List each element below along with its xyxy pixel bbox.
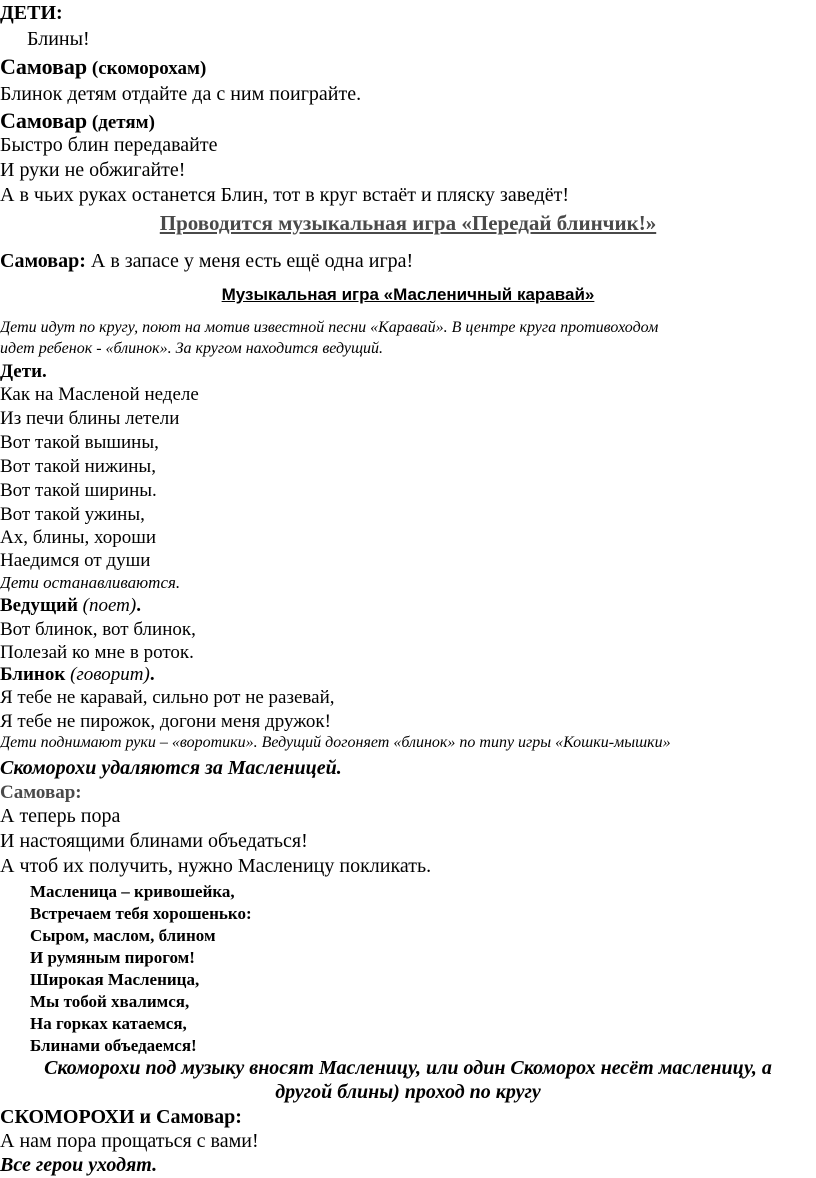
section-heading: Проводится музыкальная игра «Передай блинчик!» bbox=[159, 211, 657, 235]
speaker-name: Ведущий bbox=[0, 595, 78, 616]
verse-line: Вот такой ужины, bbox=[0, 504, 145, 525]
verse-line: Я тебе не пирожок, догони меня дружок! bbox=[0, 711, 331, 732]
stage-direction: Все герои уходят. bbox=[0, 1154, 158, 1176]
chant-line: Масленица – кривошейка, bbox=[30, 882, 235, 901]
verse-line: Полезай ко мне в роток. bbox=[0, 642, 194, 663]
speaker-samovar-heading bbox=[0, 108, 155, 134]
speaker-text: А в запасе у меня есть ещё одна игра! bbox=[85, 250, 414, 272]
verse-line: Наедимся от души bbox=[0, 550, 151, 571]
verse-line: Быстро блин передавайте bbox=[0, 134, 218, 156]
stage-direction: Скоморохи удаляются за Масленицей. bbox=[0, 757, 342, 779]
chant-line: Сыром, маслом, блином bbox=[30, 926, 216, 945]
chant-line: И румяным пирогом! bbox=[30, 948, 195, 967]
verse-line: Вот блинок, вот блинок, bbox=[0, 619, 196, 640]
punctuation: . bbox=[149, 664, 155, 685]
stage-direction: (детям) bbox=[87, 112, 155, 133]
speaker-line bbox=[0, 595, 141, 617]
stage-direction: Скоморохи под музыку вносят Масленицу, или один Скоморох несёт масленицу, а bbox=[44, 1057, 772, 1079]
verse-line: Вот такой ширины. bbox=[0, 480, 157, 501]
verse-line: Ах, блины, хороши bbox=[0, 527, 157, 548]
verse-line: И руки не обжигайте! bbox=[0, 159, 186, 181]
children-line: Блины! bbox=[27, 28, 90, 50]
verse-line: Вот такой нижины, bbox=[0, 456, 156, 477]
verse-line: А нам пора прощаться с вами! bbox=[0, 1130, 259, 1152]
chant-line: Мы тобой хвалимся, bbox=[30, 992, 190, 1011]
speaker-children: ДЕТИ: bbox=[0, 2, 63, 24]
instruction-line: Дети идут по кругу, поют на мотив известной песни «Каравай». В центре круга противоходом bbox=[0, 319, 659, 336]
game-title: Музыкальная игра «Масленичный каравай» bbox=[221, 285, 595, 304]
chant-line: Широкая Масленица, bbox=[30, 970, 200, 989]
speaker-name: Дети. bbox=[0, 361, 47, 382]
stage-direction: (поет) bbox=[77, 595, 137, 616]
speaker-name: Самовар: bbox=[0, 782, 82, 803]
chant-line: Встречаем тебя хорошенько: bbox=[30, 904, 252, 923]
punctuation: . bbox=[136, 595, 141, 616]
instruction-line: идет ребенок - «блинок». За кругом находится ведущий. bbox=[0, 340, 384, 357]
verse-line: А в чьих руках останется Блин, тот в круг встаёт и пляску заведёт! bbox=[0, 184, 570, 206]
stage-direction: Дети поднимают руки – «воротики». Ведущий догоняет «блинок» по типу игры «Кошки-мышки» bbox=[0, 734, 671, 751]
chant-line: Блинами объедаемся! bbox=[30, 1036, 197, 1055]
speaker-name: СКОМОРОХИ и Самовар: bbox=[0, 1106, 242, 1128]
speaker-line bbox=[0, 664, 155, 686]
stage-direction: (скоморохам) bbox=[87, 58, 207, 79]
stage-direction: другой блины) проход по кругу bbox=[275, 1081, 541, 1103]
speaker-name: Самовар bbox=[0, 108, 88, 133]
stage-direction: (говорит) bbox=[65, 664, 150, 685]
speaker-line bbox=[0, 250, 413, 273]
verse-line: Я тебе не каравай, сильно рот не разевай, bbox=[0, 687, 335, 708]
chant-line: На горках катаемся, bbox=[30, 1014, 187, 1033]
verse-line: А теперь пора bbox=[0, 805, 121, 827]
speaker-name: Самовар: bbox=[0, 250, 86, 272]
verse-line: Вот такой вышины, bbox=[0, 432, 159, 453]
verse-line: Как на Масленой неделе bbox=[0, 384, 199, 405]
verse-line: Блинок детям отдайте да с ним поиграйте. bbox=[0, 83, 362, 105]
speaker-name: Блинок bbox=[0, 664, 66, 685]
speaker-name: Самовар bbox=[0, 54, 88, 79]
verse-line: И настоящими блинами объедаться! bbox=[0, 830, 308, 852]
stage-direction: Дети останавливаются. bbox=[0, 573, 181, 592]
verse-line: Из печи блины летели bbox=[0, 408, 180, 429]
verse-line: А чтоб их получить, нужно Масленицу покликать. bbox=[0, 855, 432, 877]
speaker-samovar-heading bbox=[0, 54, 206, 80]
